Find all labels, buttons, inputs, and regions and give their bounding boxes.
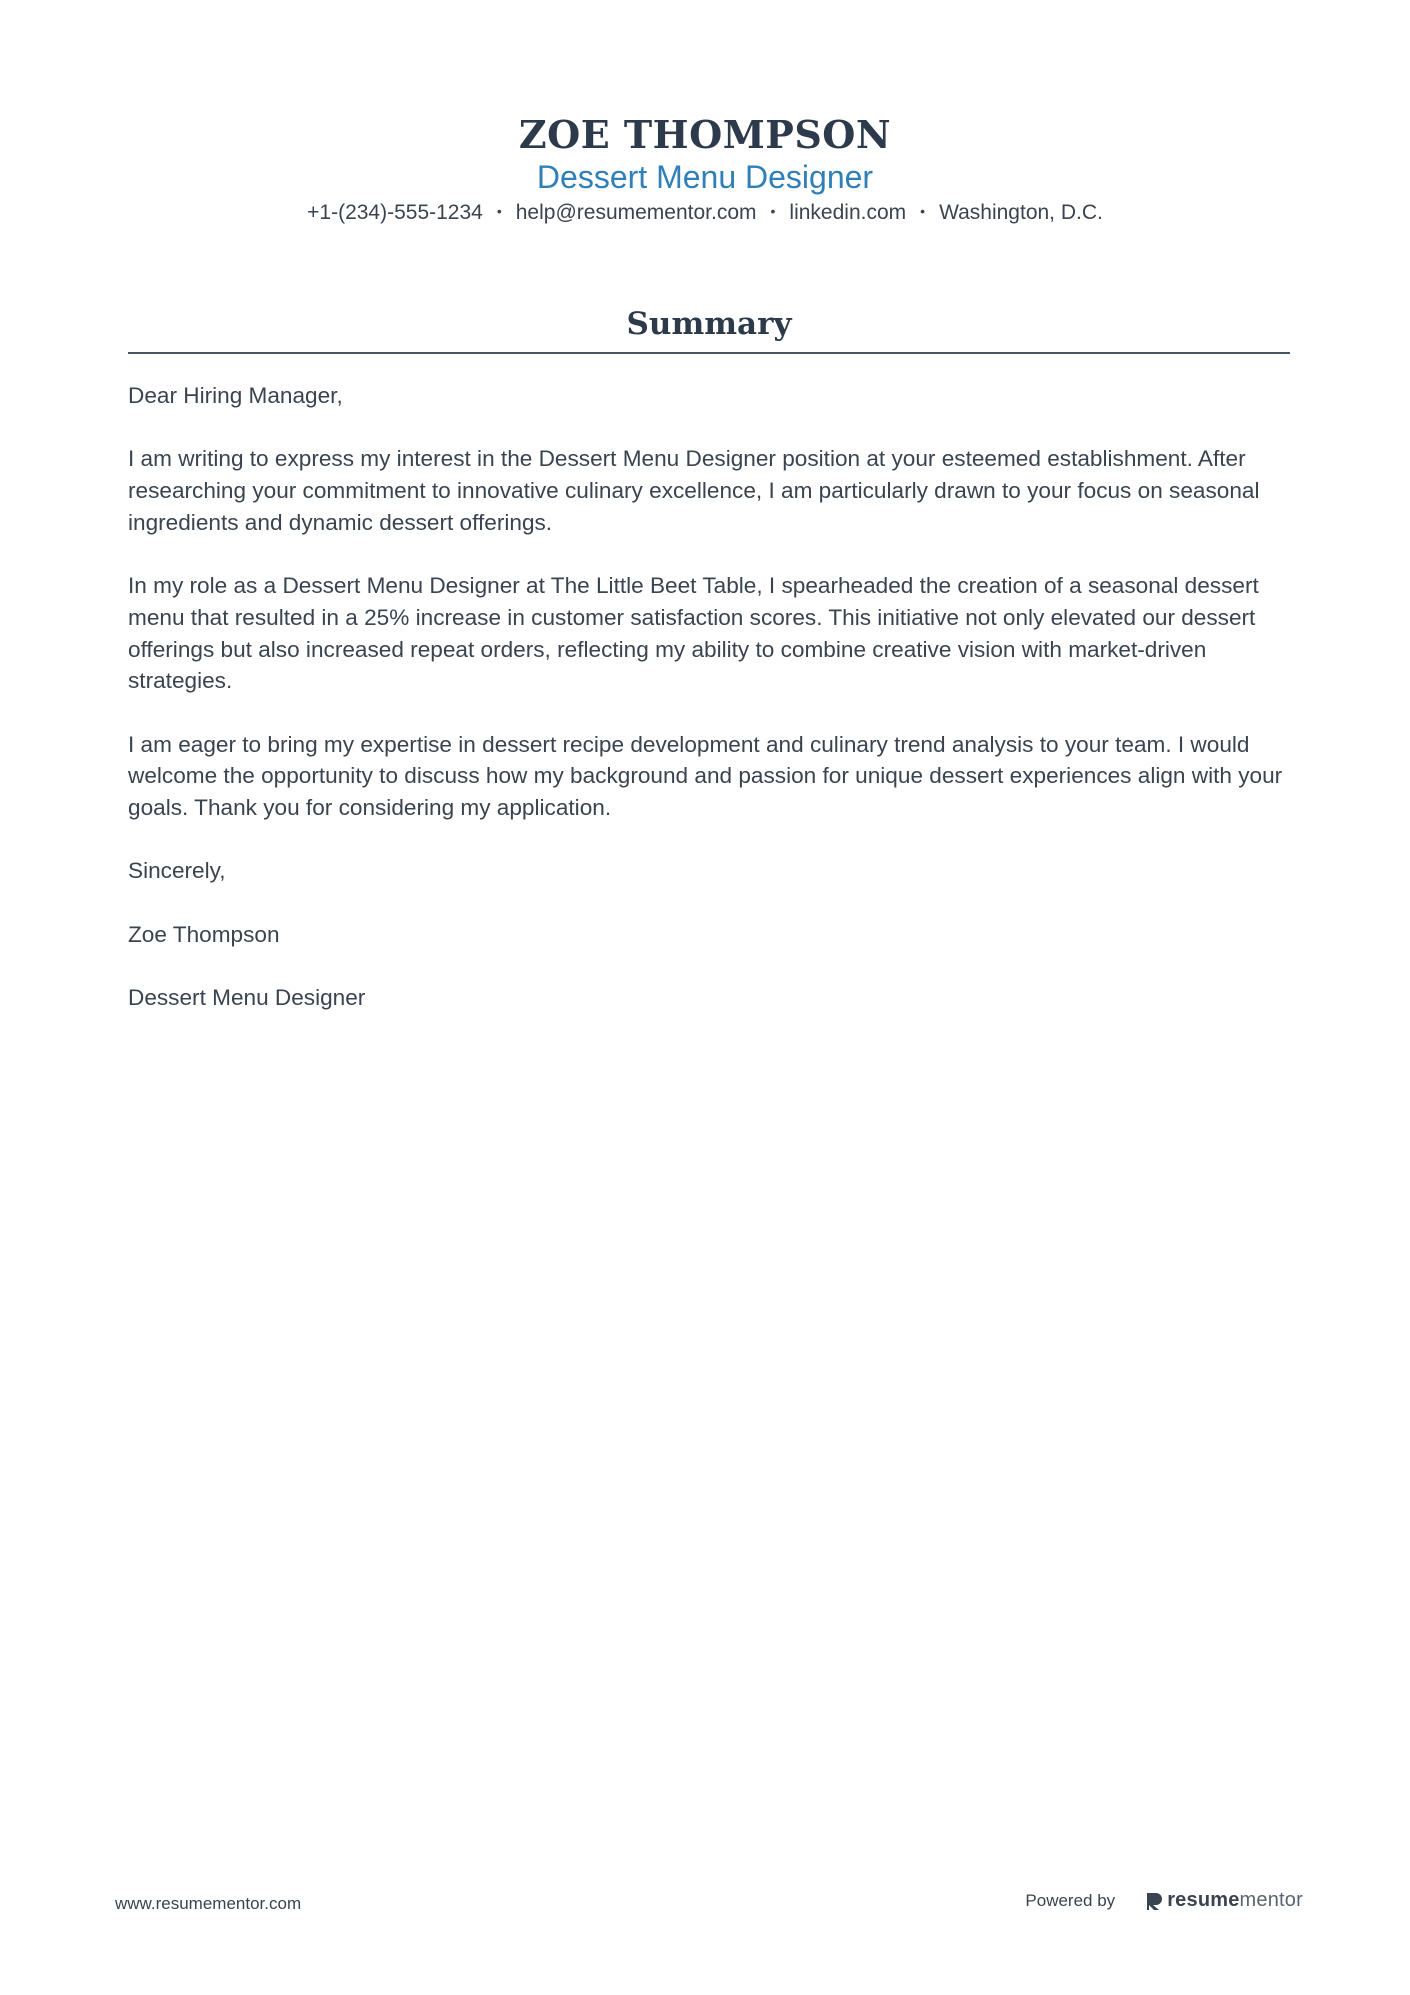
signature-title: Dessert Menu Designer xyxy=(128,985,366,1011)
letter-salutation: Dear Hiring Manager, xyxy=(128,383,343,408)
letter-closing: Sincerely, xyxy=(128,858,226,884)
contact-email[interactable]: help@resumementor.com xyxy=(515,201,757,224)
signature-name: Zoe Thompson xyxy=(128,921,280,947)
brand-name-light: mentor xyxy=(1239,1889,1303,1911)
letter-paragraph-3: I am eager to bring my expertise in dessert recipe development and culinary trend analysis to your team. I would welcome the opportunity to discuss how my background and passion for unique dessert experiences align with your goals. Thank you for considering my application. xyxy=(128,731,1283,821)
separator-dot: • xyxy=(920,203,926,220)
letter-body xyxy=(128,380,1293,1046)
separator-dot: • xyxy=(496,203,502,220)
contact-linkedin[interactable]: linkedin.com xyxy=(789,201,907,224)
letter-paragraph-1: I am writing to express my interest in the Dessert Menu Designer position at your esteemed establishment. After researching your commitment to innovative culinary excellence, I am particularly drawn to your focus on seasonal ingredients and dynamic dessert offerings. xyxy=(128,446,1260,535)
candidate-name: ZOE THOMPSON xyxy=(518,112,892,157)
separator-dot: • xyxy=(770,203,776,220)
job-title: Dessert Menu Designer xyxy=(536,159,874,195)
resumementor-logo-icon xyxy=(1145,1891,1163,1911)
footer-branding xyxy=(1025,1889,1303,1912)
section-divider xyxy=(128,352,1290,354)
contact-location: Washington, D.C. xyxy=(939,201,1103,224)
letter-paragraph-2: In my role as a Dessert Menu Designer at The Little Beet Table, I spearheaded the creation of a seasonal dessert menu that resulted in a 25% increase in customer satisfaction scores. This initiative not only elevated our dessert offerings but also increased repeat orders, reflecting my ability to combine creative vision with market-driven strategies. xyxy=(128,573,1259,694)
resume-header xyxy=(0,112,1410,228)
resumementor-logo[interactable] xyxy=(1145,1889,1303,1912)
brand-name-bold: resume xyxy=(1167,1889,1240,1911)
contact-line xyxy=(0,198,1410,228)
section-title-summary: Summary xyxy=(626,306,792,342)
powered-by-label: Powered by xyxy=(1025,1890,1116,1910)
contact-phone: +1-(234)-555-1234 xyxy=(307,201,483,224)
footer-website-link[interactable]: www.resumementor.com xyxy=(115,1894,302,1913)
